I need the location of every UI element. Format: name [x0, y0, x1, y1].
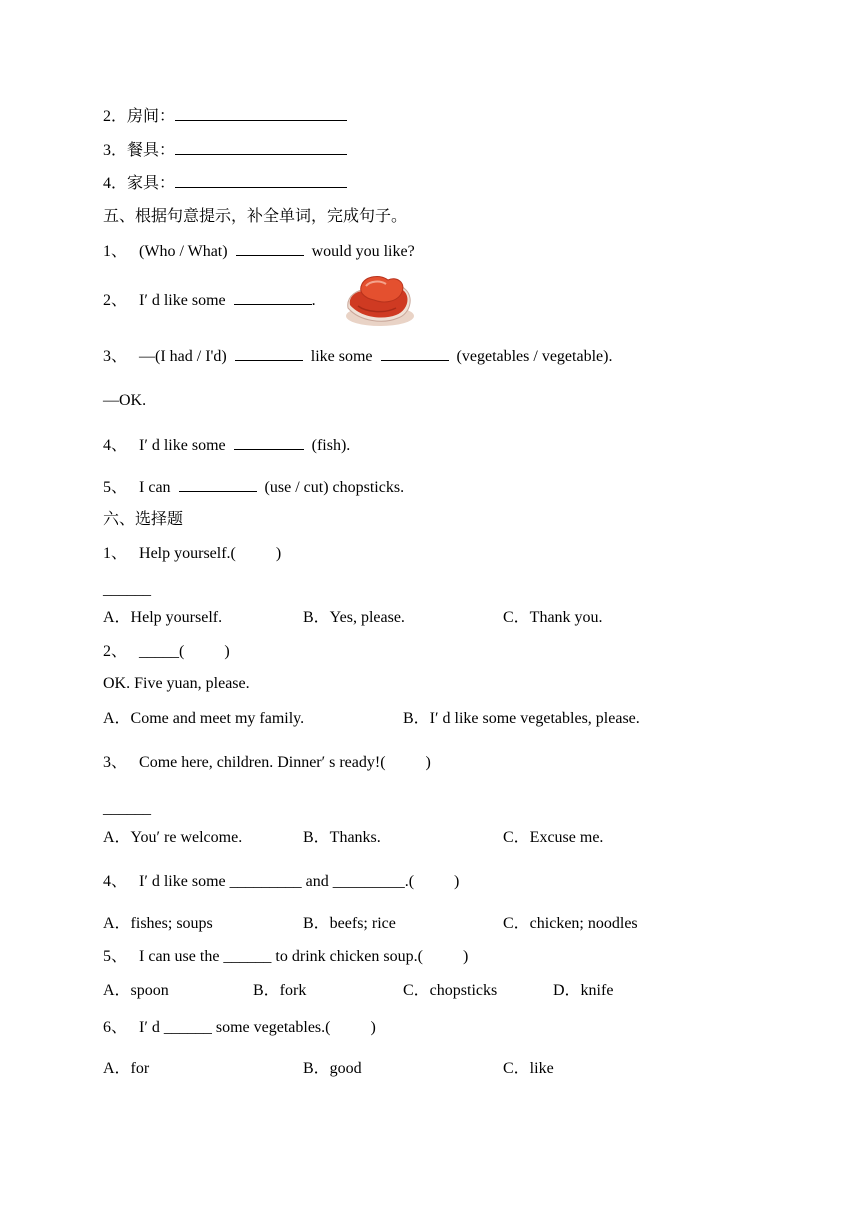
- item-number: 3．: [103, 142, 128, 159]
- question-number: 1、: [103, 243, 128, 260]
- question-text: like some: [310, 348, 373, 365]
- question-number: 6、: [103, 1019, 128, 1036]
- part6-heading: 六、选择题: [103, 511, 184, 528]
- part6-question-2: [103, 642, 230, 662]
- q5-option-b[interactable]: B．fork: [253, 982, 307, 999]
- item-number: 2．: [103, 108, 128, 125]
- question-number: 3、: [103, 754, 128, 771]
- q6-option-a[interactable]: A．for: [103, 1060, 150, 1077]
- part5-question-1: [103, 241, 415, 262]
- part6-question-4: [103, 872, 459, 892]
- part6-question-1-blank: ______: [103, 581, 151, 598]
- steak-image: [340, 272, 416, 328]
- question-text: Come here, children. Dinner′ s ready!( ): [139, 754, 431, 771]
- question-number: 4、: [103, 437, 128, 454]
- q2-option-b[interactable]: B．I′ d like some vegetables, please.: [403, 710, 640, 727]
- answer-blank[interactable]: [175, 140, 347, 155]
- part6-question-3: [103, 753, 431, 773]
- question-hint: (fish).: [311, 437, 351, 454]
- part5-question-3-reply: —OK.: [103, 392, 147, 409]
- q4-option-c[interactable]: C．chicken; noodles: [503, 915, 638, 932]
- question-number: 5、: [103, 948, 128, 965]
- q1-option-b[interactable]: B．Yes, please.: [303, 609, 405, 626]
- question-number: 4、: [103, 873, 128, 890]
- q3-option-b[interactable]: B．Thanks.: [303, 829, 381, 846]
- part6-question-6: [103, 1018, 376, 1038]
- q1-option-a[interactable]: A．Help yourself.: [103, 609, 223, 626]
- part5-question-5: [103, 477, 404, 498]
- question-number: 5、: [103, 479, 128, 496]
- question-hint: (use / cut) chopsticks.: [264, 479, 405, 496]
- item-label: 家具：: [127, 175, 176, 192]
- q4-option-a[interactable]: A．fishes; soups: [103, 915, 213, 932]
- q4-option-b[interactable]: B．beefs; rice: [303, 915, 396, 932]
- question-text: I can use the ______ to drink chicken soup.( ): [139, 948, 469, 965]
- question-text: .: [311, 292, 316, 309]
- part5-question-3: [103, 346, 612, 367]
- item-label: 餐具：: [127, 142, 176, 159]
- part5-question-4: [103, 435, 350, 456]
- question-hint: —(I had / I'd): [139, 348, 227, 365]
- q2-option-a[interactable]: A．Come and meet my family.: [103, 710, 305, 727]
- question-hint: (Who / What): [139, 243, 228, 260]
- question-text: I′ d like some: [139, 437, 226, 454]
- part5-heading: 五、根据句意提示，补全单词，完成句子。: [103, 208, 408, 225]
- question-text: I can: [139, 479, 171, 496]
- item-number: 4．: [103, 175, 128, 192]
- question-number: 3、: [103, 348, 128, 365]
- q6-option-c[interactable]: C．like: [503, 1060, 554, 1077]
- q3-option-c[interactable]: C．Excuse me.: [503, 829, 604, 846]
- part4-item-3: [103, 140, 347, 161]
- part6-question-2-sub: OK. Five yuan, please.: [103, 675, 250, 692]
- question-text: would you like?: [311, 243, 415, 260]
- answer-blank[interactable]: [235, 346, 303, 361]
- question-text: I′ d like some _________ and _________.( ): [139, 873, 460, 890]
- q5-option-d[interactable]: D．knife: [553, 982, 614, 999]
- answer-blank[interactable]: [175, 106, 347, 121]
- answer-blank[interactable]: [179, 477, 257, 492]
- question-number: 1、: [103, 545, 128, 562]
- part4-item-2: [103, 106, 347, 127]
- part5-question-2: [103, 290, 316, 311]
- q5-option-a[interactable]: A．spoon: [103, 982, 169, 999]
- question-number: 2、: [103, 643, 128, 660]
- question-number: 2、: [103, 292, 128, 309]
- part6-question-3-blank: ______: [103, 800, 151, 817]
- answer-blank[interactable]: [234, 435, 304, 450]
- answer-blank[interactable]: [381, 346, 449, 361]
- part6-question-5: [103, 947, 468, 967]
- item-label: 房间：: [127, 108, 176, 125]
- q6-option-b[interactable]: B．good: [303, 1060, 362, 1077]
- q1-option-c[interactable]: C．Thank you.: [503, 609, 603, 626]
- part6-question-1: [103, 544, 281, 564]
- part4-item-4: [103, 173, 347, 194]
- question-text: I′ d ______ some vegetables.( ): [139, 1019, 376, 1036]
- answer-blank[interactable]: [236, 241, 304, 256]
- question-text: Help yourself.( ): [139, 545, 282, 562]
- question-text: I′ d like some: [139, 292, 226, 309]
- q5-option-c[interactable]: C．chopsticks: [403, 982, 498, 999]
- q3-option-a[interactable]: A．You′ re welcome.: [103, 829, 243, 846]
- question-text: _____( ): [139, 643, 230, 660]
- question-hint: (vegetables / vegetable).: [456, 348, 613, 365]
- answer-blank[interactable]: [234, 290, 312, 305]
- answer-blank[interactable]: [175, 173, 347, 188]
